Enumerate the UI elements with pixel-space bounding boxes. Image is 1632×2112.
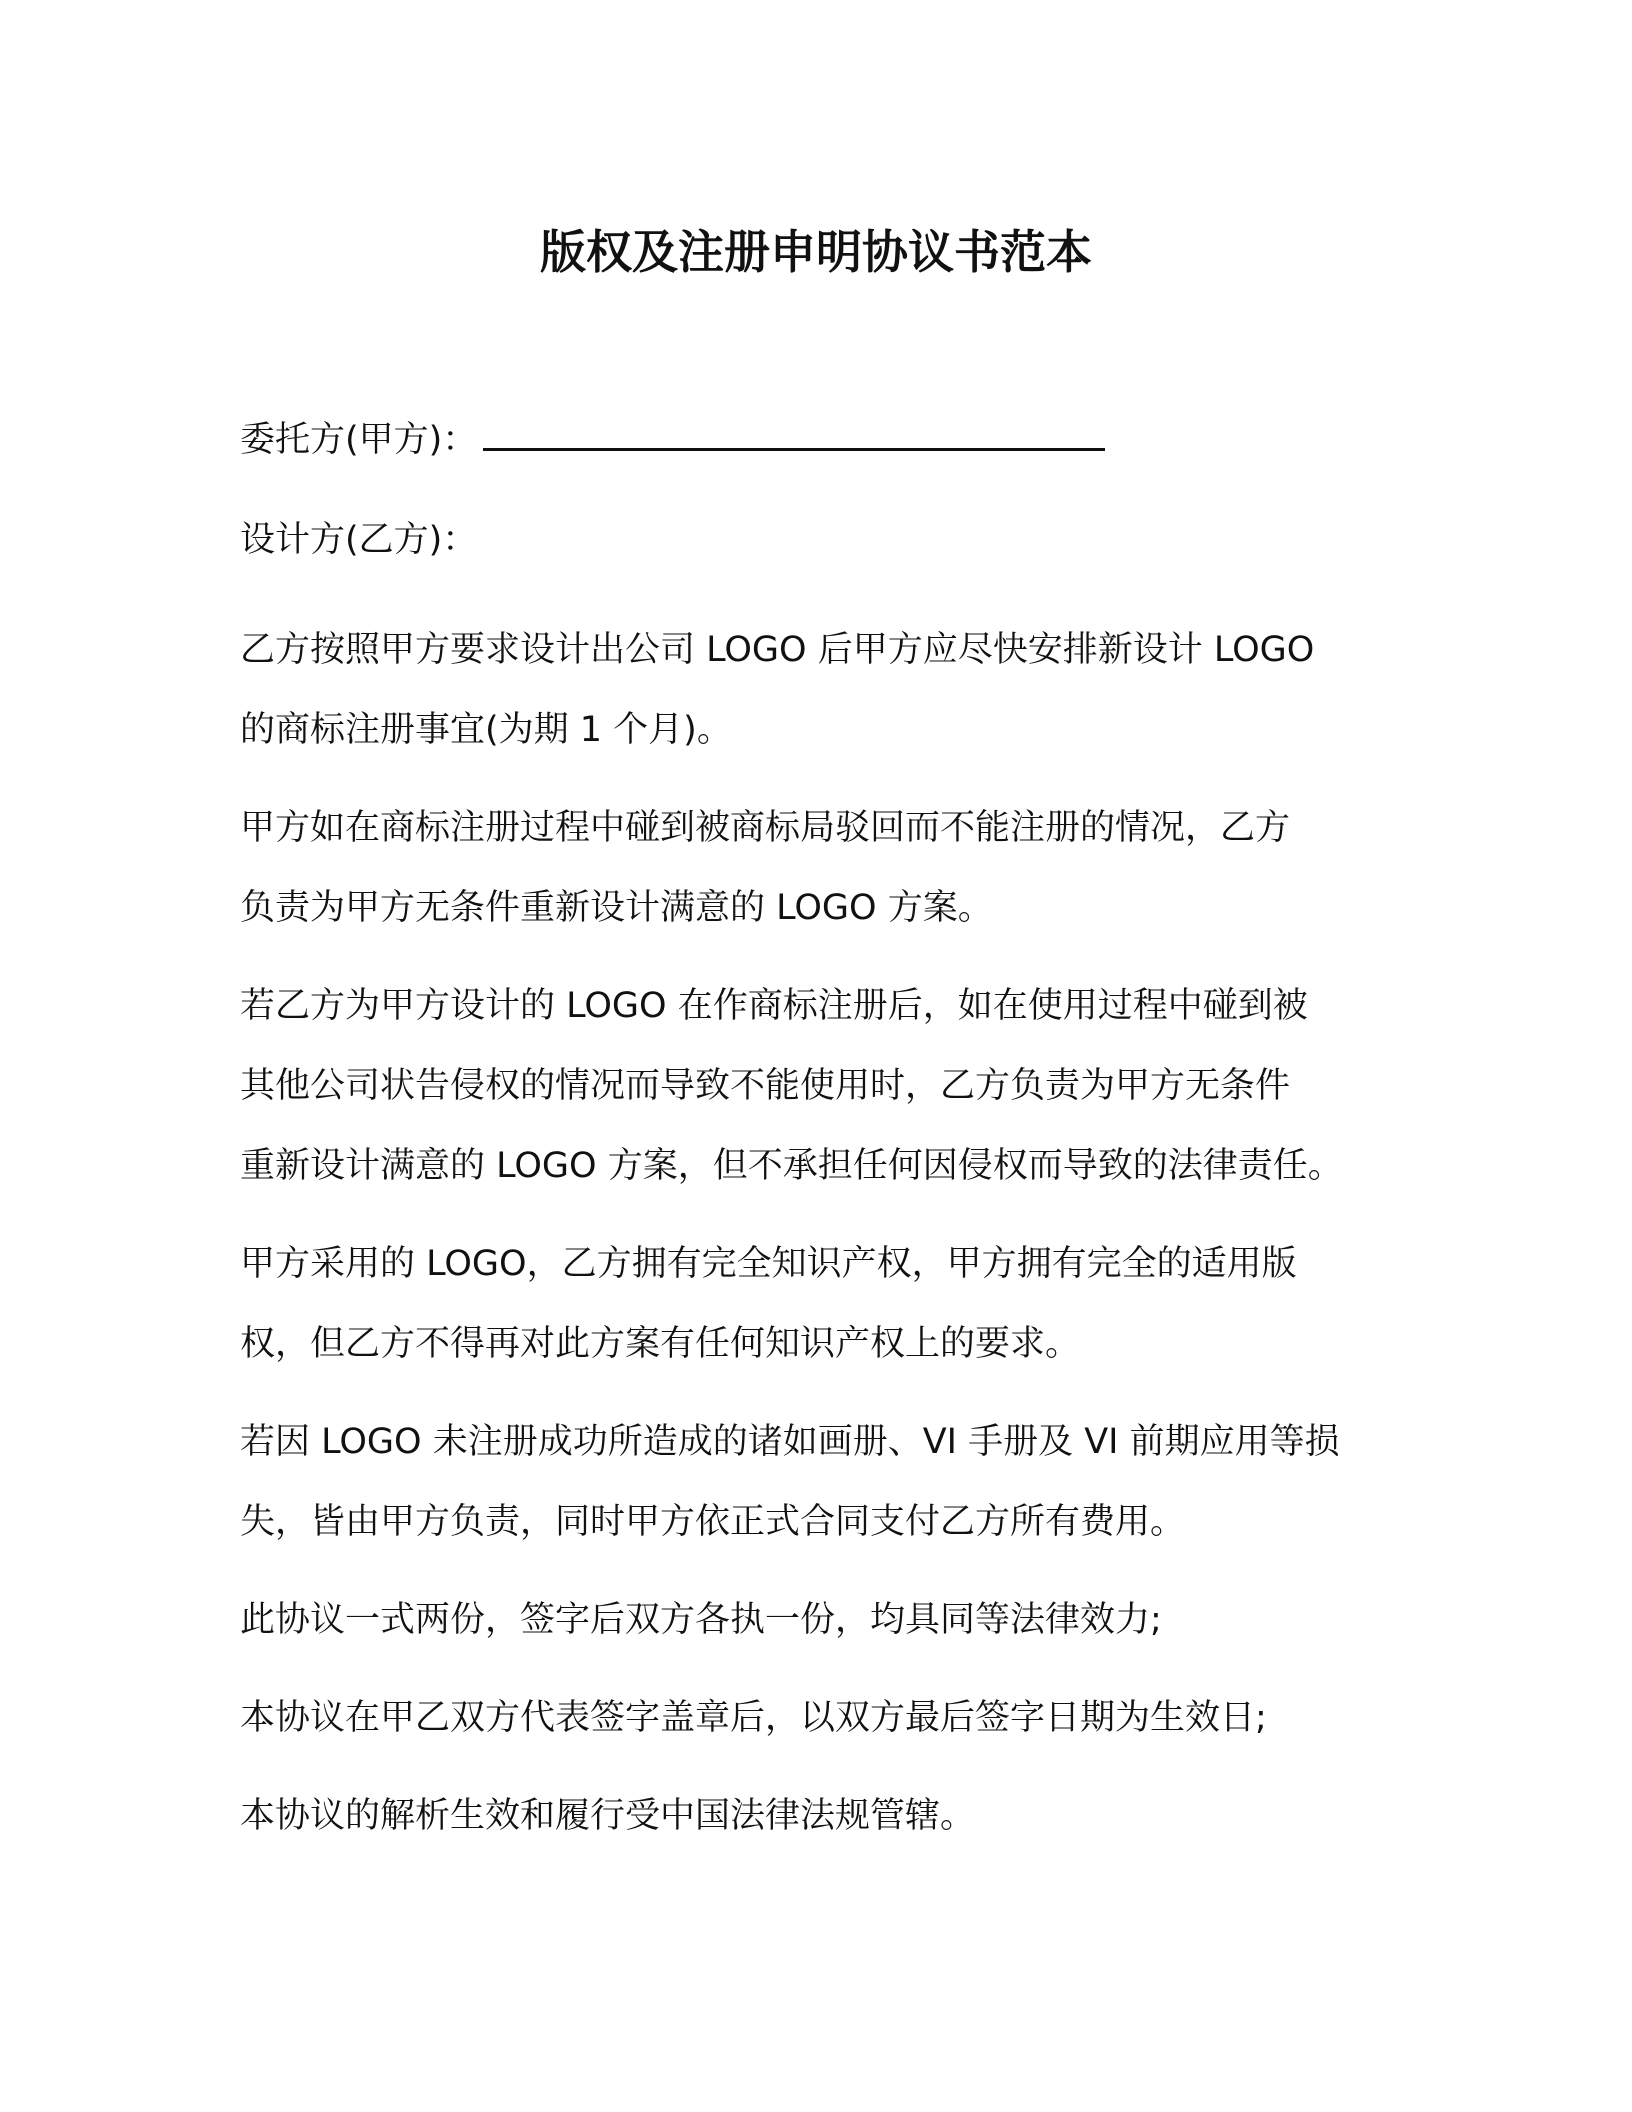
clause-line: 若乙方为甲方设计的 LOGO 在作商标注册后，如在使用过程中碰到被 [240, 986, 1308, 1026]
party-a-label: 委托方(甲方)： [240, 420, 478, 460]
clause-line: 失，皆由甲方负责，同时甲方依正式合同支付乙方所有费用。 [240, 1502, 1186, 1542]
clause-line: 此协议一式两份，签字后双方各执一份，均具同等法律效力; [240, 1600, 1162, 1640]
clause-line: 的商标注册事宜(为期 1 个月)。 [240, 710, 732, 750]
clause-line: 若因 LOGO 未注册成功所造成的诸如画册、VI 手册及 VI 前期应用等损 [240, 1422, 1340, 1462]
clause-infringement [240, 966, 1390, 1206]
clause-line: 本协议的解析生效和履行受中国法律法规管辖。 [240, 1796, 976, 1836]
clause-effective-date [240, 1678, 1390, 1758]
clause-line: 负责为甲方无条件重新设计满意的 LOGO 方案。 [240, 888, 993, 928]
party-a-field [240, 400, 1390, 480]
clause-rejection-redesign [240, 788, 1390, 948]
clause-line: 乙方按照甲方要求设计出公司 LOGO 后甲方应尽快安排新设计 LOGO [240, 630, 1315, 670]
clause-intellectual-property [240, 1224, 1390, 1384]
clause-losses [240, 1402, 1390, 1562]
clause-trademark-registration [240, 610, 1390, 770]
clause-line: 甲方采用的 LOGO，乙方拥有完全知识产权，甲方拥有完全的适用版 [240, 1244, 1297, 1284]
document-body [240, 400, 1390, 1856]
party-b-label: 设计方(乙方)： [240, 520, 478, 560]
clause-line: 权，但乙方不得再对此方案有任何知识产权上的要求。 [240, 1324, 1081, 1364]
party-a-blank-line [483, 408, 1105, 451]
clause-line: 其他公司状告侵权的情况而导致不能使用时，乙方负责为甲方无条件 [240, 1066, 1291, 1106]
party-b-field [240, 500, 1390, 580]
document-title: 版权及注册申明协议书范本 [540, 225, 1092, 279]
clause-copies [240, 1580, 1390, 1660]
clause-governing-law [240, 1776, 1390, 1856]
clause-line: 甲方如在商标注册过程中碰到被商标局驳回而不能注册的情况，乙方 [240, 808, 1291, 848]
clause-line: 重新设计满意的 LOGO 方案，但不承担任何因侵权而导致的法律责任。 [240, 1146, 1343, 1186]
clause-line: 本协议在甲乙双方代表签字盖章后，以双方最后签字日期为生效日; [240, 1698, 1267, 1738]
